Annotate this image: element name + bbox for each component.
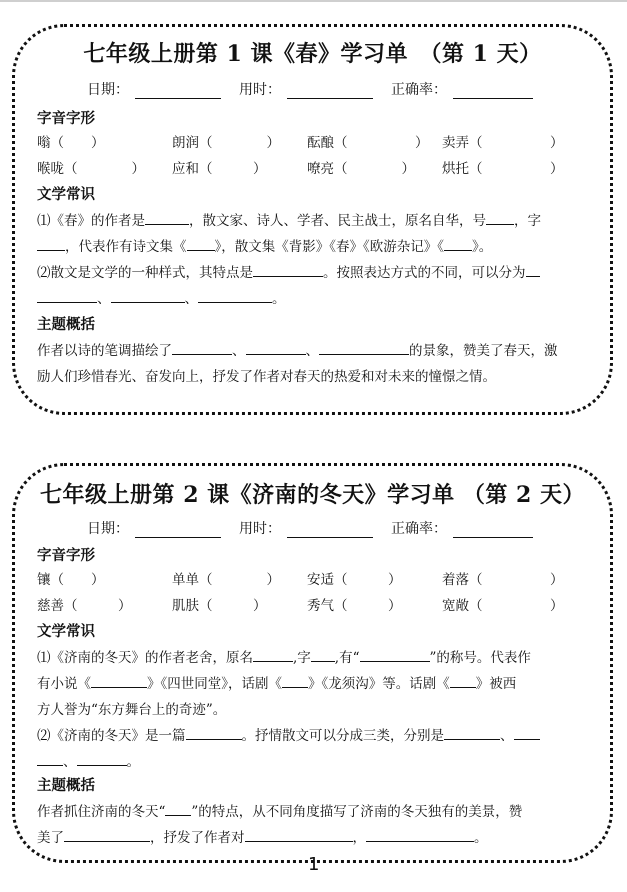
word-item[interactable]: 卖弄（ ） bbox=[442, 135, 564, 151]
blank-field[interactable] bbox=[253, 263, 323, 277]
theme-text: 美了 bbox=[37, 830, 64, 846]
blank-field[interactable] bbox=[366, 828, 474, 842]
accuracy-label: 正确率： bbox=[391, 521, 447, 537]
lit-text: ⑵《济南的冬天》是一篇 bbox=[37, 728, 186, 744]
word-item[interactable]: 镶（ ） bbox=[37, 572, 105, 588]
lit-text: ，代表作有诗文集《 bbox=[65, 239, 187, 255]
theme-line-2: 励人们珍惜春光、奋发向上，抒发了作者对春天的热爱和对未来的憧憬之情。 bbox=[37, 369, 496, 385]
blank-field[interactable] bbox=[37, 289, 97, 303]
blank-field[interactable] bbox=[311, 648, 335, 662]
blank-field[interactable] bbox=[111, 289, 185, 303]
word-row-1 bbox=[37, 131, 597, 149]
blank-field[interactable] bbox=[282, 674, 308, 688]
word-item[interactable]: 酝酿（ ） bbox=[307, 135, 429, 151]
word-item[interactable]: 秀气（ ） bbox=[307, 598, 402, 614]
blank-field[interactable] bbox=[450, 674, 476, 688]
lit-text: 》《龙须沟》等。话剧《 bbox=[308, 676, 450, 692]
word-row-2 bbox=[37, 157, 597, 175]
blank-field[interactable] bbox=[319, 341, 409, 355]
blank-field[interactable] bbox=[186, 726, 242, 740]
lit-text: ⑴《济南的冬天》的作者老舍，原名 bbox=[37, 650, 253, 666]
lit-line-4 bbox=[37, 287, 286, 307]
blank-field[interactable] bbox=[172, 341, 232, 355]
lit-text: 、 bbox=[97, 291, 111, 307]
accuracy-field[interactable] bbox=[453, 523, 533, 538]
date-field[interactable] bbox=[135, 523, 221, 538]
date-label: 日期： bbox=[87, 82, 129, 98]
section-literature: 文学常识 bbox=[37, 186, 95, 203]
lit-text: 》。 bbox=[472, 239, 493, 255]
page-top-border bbox=[0, 0, 627, 2]
blank-field[interactable] bbox=[37, 752, 63, 766]
blank-field[interactable] bbox=[77, 752, 127, 766]
word-item[interactable]: 烘托（ ） bbox=[442, 161, 564, 177]
page-number: 1 bbox=[308, 854, 320, 875]
theme-line-1 bbox=[37, 339, 558, 359]
meta-row bbox=[87, 79, 551, 99]
time-field[interactable] bbox=[287, 523, 373, 538]
blank-field[interactable] bbox=[91, 674, 147, 688]
lit-line-2 bbox=[37, 235, 492, 255]
lit-text: 、 bbox=[184, 291, 198, 307]
lit-text: 。 bbox=[126, 754, 140, 770]
theme-line-1 bbox=[37, 800, 522, 820]
theme-text: ”的特点，从不同角度描写了济南的冬天独有的美景，赞 bbox=[191, 804, 523, 820]
lit-text: 、 bbox=[500, 728, 514, 744]
lit-line-3: 方人誉为“东方舞台上的奇迹”。 bbox=[37, 702, 227, 718]
blank-field[interactable] bbox=[145, 211, 189, 225]
section-theme: 主题概括 bbox=[37, 777, 95, 794]
date-field[interactable] bbox=[135, 84, 221, 99]
theme-text: ，抒发了作者对 bbox=[150, 830, 245, 846]
word-row-2 bbox=[37, 594, 597, 612]
word-row-1 bbox=[37, 568, 597, 586]
meta-row bbox=[87, 518, 551, 538]
lit-line-1 bbox=[37, 209, 541, 229]
worksheet-lesson-1 bbox=[12, 24, 613, 415]
blank-field[interactable] bbox=[444, 726, 500, 740]
lit-text: ⑵散文是文学的一种样式，其特点是 bbox=[37, 265, 253, 281]
lit-text: ，散文家、诗人、学者、民主战士，原名自华，号 bbox=[189, 213, 486, 229]
accuracy-field[interactable] bbox=[453, 84, 533, 99]
worksheet-title: 七年级上册第 1 课《春》学习单 （第 1 天） bbox=[83, 41, 542, 67]
worksheet-lesson-2 bbox=[12, 463, 613, 863]
section-theme: 主题概括 bbox=[37, 316, 95, 333]
lit-text: 。按照表达方式的不同，可以分为 bbox=[323, 265, 526, 281]
theme-text: ， bbox=[352, 830, 366, 846]
blank-field[interactable] bbox=[514, 726, 540, 740]
word-item[interactable]: 慈善（ ） bbox=[37, 598, 132, 614]
lit-text: ,字 bbox=[293, 650, 311, 666]
word-item[interactable]: 安适（ ） bbox=[307, 572, 402, 588]
section-pronunciation: 字音字形 bbox=[37, 547, 95, 564]
blank-field[interactable] bbox=[187, 237, 215, 251]
theme-text: 。 bbox=[474, 830, 488, 846]
blank-field[interactable] bbox=[360, 648, 430, 662]
time-label: 用时： bbox=[239, 521, 281, 537]
blank-field[interactable] bbox=[444, 237, 472, 251]
blank-field[interactable] bbox=[37, 237, 65, 251]
blank-field[interactable] bbox=[198, 289, 272, 303]
lit-line-3 bbox=[37, 261, 540, 281]
lit-text: ⑴《春》的作者是 bbox=[37, 213, 145, 229]
blank-field[interactable] bbox=[526, 263, 540, 277]
theme-text: 、 bbox=[232, 343, 246, 359]
blank-field[interactable] bbox=[246, 341, 306, 355]
word-item[interactable]: 着落（ ） bbox=[442, 572, 564, 588]
word-item[interactable]: 喉咙（ ） bbox=[37, 161, 145, 177]
blank-field[interactable] bbox=[165, 802, 191, 816]
lit-text: 、 bbox=[63, 754, 77, 770]
lit-text: 》《四世同堂》，话剧《 bbox=[147, 676, 282, 692]
lit-line-1 bbox=[37, 646, 531, 666]
lit-text: 》，散文集《背影》《春》《欧游杂记》《 bbox=[214, 239, 444, 255]
word-item[interactable]: 宽敞（ ） bbox=[442, 598, 564, 614]
lit-text: 》被西 bbox=[475, 676, 517, 692]
word-item[interactable]: 嘹亮（ ） bbox=[307, 161, 415, 177]
lit-text: 。抒情散文可以分成三类，分别是 bbox=[241, 728, 444, 744]
time-field[interactable] bbox=[287, 84, 373, 99]
lit-text: ”的称号。代表作 bbox=[429, 650, 531, 666]
word-item[interactable]: 应和（ ） bbox=[172, 161, 267, 177]
theme-text: 的景象，赞美了春天，激 bbox=[409, 343, 558, 359]
theme-text: 作者以诗的笔调描绘了 bbox=[37, 343, 172, 359]
time-label: 用时： bbox=[239, 82, 281, 98]
word-item[interactable]: 嗡（ ） bbox=[37, 135, 105, 151]
theme-text: 、 bbox=[305, 343, 319, 359]
blank-field[interactable] bbox=[64, 828, 150, 842]
blank-field[interactable] bbox=[486, 211, 514, 225]
theme-text: 作者抓住济南的冬天“ bbox=[37, 804, 166, 820]
theme-line-2 bbox=[37, 826, 488, 846]
lit-line-4 bbox=[37, 724, 540, 744]
lit-line-2 bbox=[37, 672, 516, 692]
section-pronunciation: 字音字形 bbox=[37, 110, 95, 127]
lit-text: 有小说《 bbox=[37, 676, 91, 692]
section-literature: 文学常识 bbox=[37, 623, 95, 640]
blank-field[interactable] bbox=[245, 828, 353, 842]
blank-field[interactable] bbox=[253, 648, 293, 662]
word-item[interactable]: 肌肤（ ） bbox=[172, 598, 267, 614]
word-item[interactable]: 单单（ ） bbox=[172, 572, 280, 588]
lit-line-5 bbox=[37, 750, 140, 770]
word-item[interactable]: 朗润（ ） bbox=[172, 135, 280, 151]
lit-text: ,有“ bbox=[334, 650, 360, 666]
accuracy-label: 正确率： bbox=[391, 82, 447, 98]
lit-text: ，字 bbox=[514, 213, 541, 229]
date-label: 日期： bbox=[87, 521, 129, 537]
lit-text: 。 bbox=[272, 291, 286, 307]
worksheet-title: 七年级上册第 2 课《济南的冬天》学习单 （第 2 天） bbox=[40, 482, 585, 508]
